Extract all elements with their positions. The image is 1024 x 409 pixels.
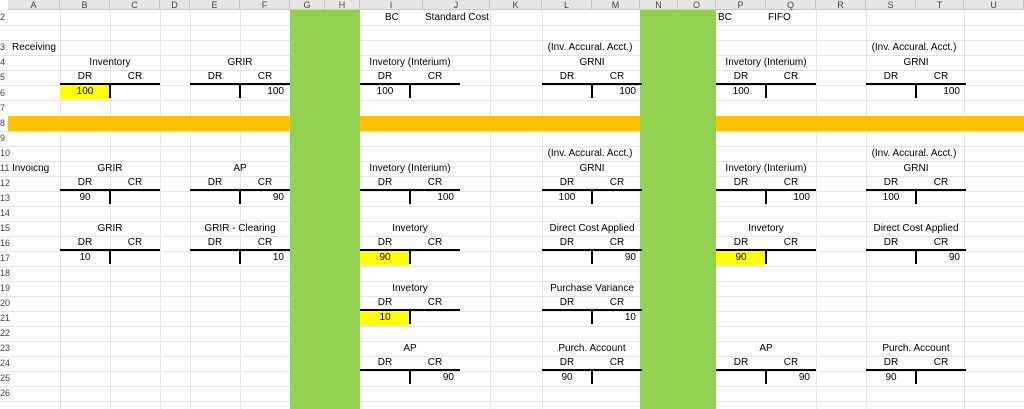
column-header-K[interactable]: K	[490, 0, 542, 10]
debit-value[interactable]	[542, 85, 592, 99]
t-account-stem	[915, 189, 917, 204]
credit-value[interactable]	[592, 191, 642, 205]
t-account-title: Invetory (Interium)	[369, 163, 451, 174]
inv-accrual-label: (Inv. Accural. Acct.)	[871, 42, 957, 53]
t-account-title: Invetory (Interium)	[725, 163, 807, 174]
t-account-title: Purch. Account	[882, 343, 950, 354]
credit-value[interactable]	[916, 371, 966, 385]
row-header[interactable]: 26	[0, 388, 11, 398]
t-account-stem	[765, 83, 767, 98]
dr-label: DR	[733, 177, 749, 188]
t-account-stem	[409, 309, 411, 324]
receiving-label: Receiving	[12, 42, 56, 53]
column-header-A[interactable]: A	[8, 0, 60, 10]
row-header[interactable]: 15	[0, 223, 11, 233]
t-account-title: Invetory	[392, 283, 428, 294]
t-account-title: AP	[233, 163, 247, 174]
dr-label: DR	[733, 71, 749, 82]
t-account-title: Invetory (Interium)	[369, 57, 451, 68]
gridline	[0, 311, 1024, 312]
column-header-G[interactable]: G	[290, 0, 325, 10]
cr-label: CR	[933, 177, 949, 188]
dr-label: DR	[883, 357, 899, 368]
row-header[interactable]: 16	[0, 238, 11, 248]
row-header[interactable]: 10	[0, 148, 11, 158]
credit-value[interactable]	[110, 85, 160, 99]
t-account-rcv-inventory[interactable]	[60, 55, 160, 100]
dr-label: DR	[77, 71, 93, 82]
dr-label: DR	[559, 297, 575, 308]
credit-value[interactable]	[110, 191, 160, 205]
cr-label: CR	[783, 357, 799, 368]
t-account-std-inv-grni[interactable]	[542, 161, 642, 206]
t-account-title: Invetory	[748, 223, 784, 234]
debit-value[interactable]	[360, 191, 410, 205]
t-account-stem	[591, 83, 593, 98]
t-account-fifo-purch[interactable]	[866, 341, 966, 386]
dr-label: DR	[883, 177, 899, 188]
t-account-stem	[409, 189, 411, 204]
t-account-stem	[409, 369, 411, 384]
t-account-std-inv-inventory[interactable]	[360, 161, 460, 206]
t-account-title: GRNI	[903, 57, 929, 68]
debit-value[interactable]: 90	[79, 192, 91, 203]
t-account-stem	[591, 309, 593, 324]
credit-value[interactable]	[410, 251, 460, 265]
dr-label: DR	[559, 357, 575, 368]
debit-value[interactable]: 10	[360, 311, 410, 325]
cr-label: CR	[427, 71, 443, 82]
column-header-M[interactable]: M	[592, 0, 640, 10]
credit-value[interactable]	[110, 251, 160, 265]
row-header[interactable]: 4	[0, 57, 6, 67]
t-account-stem	[765, 189, 767, 204]
column-header-O[interactable]: O	[678, 0, 716, 10]
debit-value[interactable]: 90	[885, 372, 897, 383]
t-account-fifo-rcv-inventory[interactable]	[716, 55, 816, 100]
cr-label: CR	[257, 71, 273, 82]
t-account-stem	[915, 369, 917, 384]
debit-value[interactable]: 90	[716, 251, 766, 265]
t-account-fifo-ap[interactable]	[716, 341, 816, 386]
dr-label: DR	[207, 177, 223, 188]
dr-label: DR	[883, 71, 899, 82]
credit-value[interactable]	[410, 311, 460, 325]
column-header-T[interactable]: T	[916, 0, 964, 10]
dr-label: DR	[559, 71, 575, 82]
debit-value[interactable]: 90	[360, 251, 410, 265]
row-header[interactable]: 19	[0, 283, 11, 293]
inv-accrual-label: (Inv. Accural. Acct.)	[871, 148, 957, 159]
t-account-std-rcv-inventory[interactable]	[360, 55, 460, 100]
gridline	[0, 281, 1024, 282]
column-header-S[interactable]: S	[866, 0, 916, 10]
cr-label: CR	[609, 177, 625, 188]
debit-value[interactable]: 100	[732, 86, 750, 97]
dr-label: DR	[207, 237, 223, 248]
dr-label: DR	[377, 357, 393, 368]
column-header-I[interactable]: I	[360, 0, 423, 10]
column-header-H[interactable]: H	[325, 0, 360, 10]
cr-label: CR	[609, 297, 625, 308]
debit-value[interactable]	[716, 191, 766, 205]
t-account-stem	[915, 249, 917, 264]
bc-label-fifo: BC	[718, 12, 732, 23]
row-header[interactable]: 25	[0, 373, 11, 383]
credit-value[interactable]: 90	[272, 192, 284, 203]
cr-label: CR	[783, 237, 799, 248]
t-account-title: GRNI	[579, 57, 605, 68]
column-header-J[interactable]: J	[423, 0, 490, 10]
row-header[interactable]: 2	[0, 12, 6, 22]
t-account-title: GRNI	[579, 163, 605, 174]
cr-label: CR	[933, 71, 949, 82]
t-account-title: AP	[759, 343, 773, 354]
dr-label: DR	[559, 177, 575, 188]
t-account-stem	[109, 83, 111, 98]
row-header[interactable]: 17	[0, 253, 11, 263]
cr-label: CR	[427, 177, 443, 188]
dr-label: DR	[733, 357, 749, 368]
t-account-inv-grir-clearing[interactable]	[190, 221, 290, 266]
row-header[interactable]: 9	[0, 133, 6, 143]
orange-separator-band	[8, 116, 1024, 131]
column-header-Q[interactable]: Q	[766, 0, 816, 10]
inv-accrual-label: (Inv. Accural. Acct.)	[547, 148, 633, 159]
credit-value[interactable]: 10	[624, 312, 636, 323]
cr-label: CR	[609, 71, 625, 82]
t-account-title: Inventory	[89, 57, 131, 68]
t-account-stem	[765, 249, 767, 264]
credit-value[interactable]: 90	[624, 252, 636, 263]
debit-value[interactable]	[190, 191, 240, 205]
gridline	[0, 25, 1024, 26]
gridline	[0, 386, 1024, 387]
row-header[interactable]: 20	[0, 298, 11, 308]
dr-label: DR	[77, 237, 93, 248]
credit-value[interactable]	[592, 371, 642, 385]
column-header-P[interactable]: P	[716, 0, 766, 10]
fifo-label: FIFO	[768, 12, 791, 23]
cr-label: CR	[127, 237, 143, 248]
t-account-title: Invetory (Interium)	[725, 57, 807, 68]
debit-value[interactable]: 100	[558, 192, 576, 203]
t-account-title: Purchase Variance	[550, 283, 634, 294]
credit-value[interactable]: 10	[272, 252, 284, 263]
debit-value[interactable]: 100	[882, 192, 900, 203]
t-account-std-inventory2[interactable]	[360, 281, 460, 326]
column-header-U[interactable]: U	[964, 0, 1024, 10]
row-header[interactable]: 8	[0, 118, 6, 128]
debit-value[interactable]	[866, 251, 916, 265]
cr-label: CR	[783, 71, 799, 82]
t-account-std-dca[interactable]	[542, 221, 642, 266]
row-header[interactable]: 22	[0, 328, 11, 338]
dr-label: DR	[377, 297, 393, 308]
row-header[interactable]: 7	[0, 103, 6, 113]
debit-value[interactable]	[542, 311, 592, 325]
cr-label: CR	[127, 177, 143, 188]
row-header[interactable]: 3	[0, 42, 6, 52]
credit-value[interactable]	[916, 191, 966, 205]
invoicing-label: Invoicng	[12, 163, 50, 174]
t-account-title: GRIR	[227, 57, 253, 68]
t-account-title: AP	[403, 343, 417, 354]
t-account-inv-ap[interactable]	[190, 161, 290, 206]
t-account-title: Direct Cost Applied	[873, 223, 959, 234]
green-divider-band-right	[640, 10, 716, 409]
credit-value[interactable]: 100	[437, 192, 454, 203]
dr-label: DR	[377, 177, 393, 188]
t-account-std-pv[interactable]	[542, 281, 642, 326]
t-account-title: Invetory	[392, 223, 428, 234]
row-header[interactable]: 12	[0, 178, 11, 188]
credit-value[interactable]	[410, 85, 460, 99]
column-header-F[interactable]: F	[240, 0, 290, 10]
cr-label: CR	[427, 297, 443, 308]
row-header[interactable]: 23	[0, 343, 11, 353]
t-account-stem	[239, 249, 241, 264]
dr-label: DR	[377, 71, 393, 82]
gridline	[0, 206, 1024, 207]
credit-value[interactable]: 100	[943, 86, 960, 97]
credit-value[interactable]: 90	[798, 372, 810, 383]
t-account-std-purch[interactable]	[542, 341, 642, 386]
t-account-title: GRIR	[97, 163, 123, 174]
t-account-std-inventory[interactable]	[360, 221, 460, 266]
t-account-stem	[591, 369, 593, 384]
cr-label: CR	[609, 237, 625, 248]
t-account-stem	[409, 83, 411, 98]
debit-value[interactable]	[360, 371, 410, 385]
t-account-title: Direct Cost Applied	[549, 223, 635, 234]
t-account-title: GRIR	[97, 223, 123, 234]
t-account-title: Purch. Account	[558, 343, 626, 354]
gridline	[0, 296, 1024, 297]
cr-label: CR	[427, 237, 443, 248]
cr-label: CR	[257, 177, 273, 188]
t-account-inv-grir[interactable]	[60, 161, 160, 206]
dr-label: DR	[733, 237, 749, 248]
row-header[interactable]: 11	[0, 163, 10, 173]
debit-value[interactable]: 90	[561, 372, 573, 383]
row-header[interactable]: 6	[0, 88, 6, 98]
t-account-stem	[109, 189, 111, 204]
t-account-fifo-inventory[interactable]	[716, 221, 816, 266]
credit-value[interactable]: 100	[619, 86, 636, 97]
bc-label-standard: BC	[385, 12, 399, 23]
cr-label: CR	[127, 71, 143, 82]
gridline	[0, 266, 1024, 267]
gridline	[0, 326, 1024, 327]
debit-value[interactable]	[190, 85, 240, 99]
cr-label: CR	[609, 357, 625, 368]
credit-value[interactable]: 90	[948, 252, 960, 263]
credit-value[interactable]	[766, 85, 816, 99]
dr-label: DR	[207, 71, 223, 82]
t-account-std-ap[interactable]	[360, 341, 460, 386]
gridline	[0, 131, 1024, 132]
column-header-B[interactable]: B	[60, 0, 110, 10]
debit-value[interactable]: 10	[79, 252, 91, 263]
row-header[interactable]: 14	[0, 208, 11, 218]
column-header-E[interactable]: E	[190, 0, 240, 10]
gridline	[0, 401, 1024, 402]
column-header-N[interactable]: N	[640, 0, 678, 10]
credit-value[interactable]	[766, 251, 816, 265]
column-header-C[interactable]: C	[110, 0, 160, 10]
t-account-fifo-inv-grni[interactable]	[866, 161, 966, 206]
gridline	[0, 100, 1024, 101]
debit-value[interactable]	[542, 251, 592, 265]
t-account-stem	[915, 83, 917, 98]
cr-label: CR	[783, 177, 799, 188]
cr-label: CR	[257, 237, 273, 248]
t-account-rcv-grir[interactable]	[190, 55, 290, 100]
dr-label: DR	[883, 237, 899, 248]
row-header[interactable]: 24	[0, 358, 11, 368]
debit-value[interactable]: 100	[376, 86, 394, 97]
dr-label: DR	[77, 177, 93, 188]
cr-label: CR	[427, 357, 443, 368]
debit-value[interactable]: 100	[60, 85, 110, 99]
t-account-title: GRIR - Clearing	[204, 223, 276, 234]
t-account-title: GRNI	[903, 163, 929, 174]
dr-label: DR	[377, 237, 393, 248]
row-header[interactable]: 21	[0, 313, 11, 323]
cr-label: CR	[933, 237, 949, 248]
credit-value[interactable]: 90	[442, 372, 454, 383]
t-account-fifo-dca[interactable]	[866, 221, 966, 266]
green-divider-band-left	[290, 10, 360, 409]
t-account-stem	[765, 369, 767, 384]
t-account-stem	[409, 249, 411, 264]
row-header[interactable]: 18	[0, 268, 11, 278]
t-account-stem	[239, 189, 241, 204]
row-header[interactable]: 13	[0, 193, 11, 203]
row-header[interactable]: 5	[0, 72, 6, 82]
inv-accrual-label: (Inv. Accural. Acct.)	[547, 42, 633, 53]
dr-label: DR	[559, 237, 575, 248]
standard-cost-label: Standard Cost	[425, 12, 489, 23]
column-header-R[interactable]: R	[816, 0, 866, 10]
t-account-std-rcv-grni[interactable]	[542, 55, 642, 100]
debit-value[interactable]	[716, 371, 766, 385]
cr-label: CR	[933, 357, 949, 368]
t-account-stem	[591, 249, 593, 264]
credit-value[interactable]: 100	[267, 86, 284, 97]
t-account-fifo-rcv-grni[interactable]	[866, 55, 966, 100]
debit-value[interactable]	[866, 85, 916, 99]
credit-value[interactable]: 100	[793, 192, 810, 203]
debit-value[interactable]	[190, 251, 240, 265]
t-account-stem	[109, 249, 111, 264]
t-account-inv-grir2[interactable]	[60, 221, 160, 266]
column-header-D[interactable]: D	[160, 0, 190, 10]
t-account-fifo-inv-inventory[interactable]	[716, 161, 816, 206]
column-header-L[interactable]: L	[542, 0, 592, 10]
t-account-stem	[591, 189, 593, 204]
t-account-stem	[239, 83, 241, 98]
